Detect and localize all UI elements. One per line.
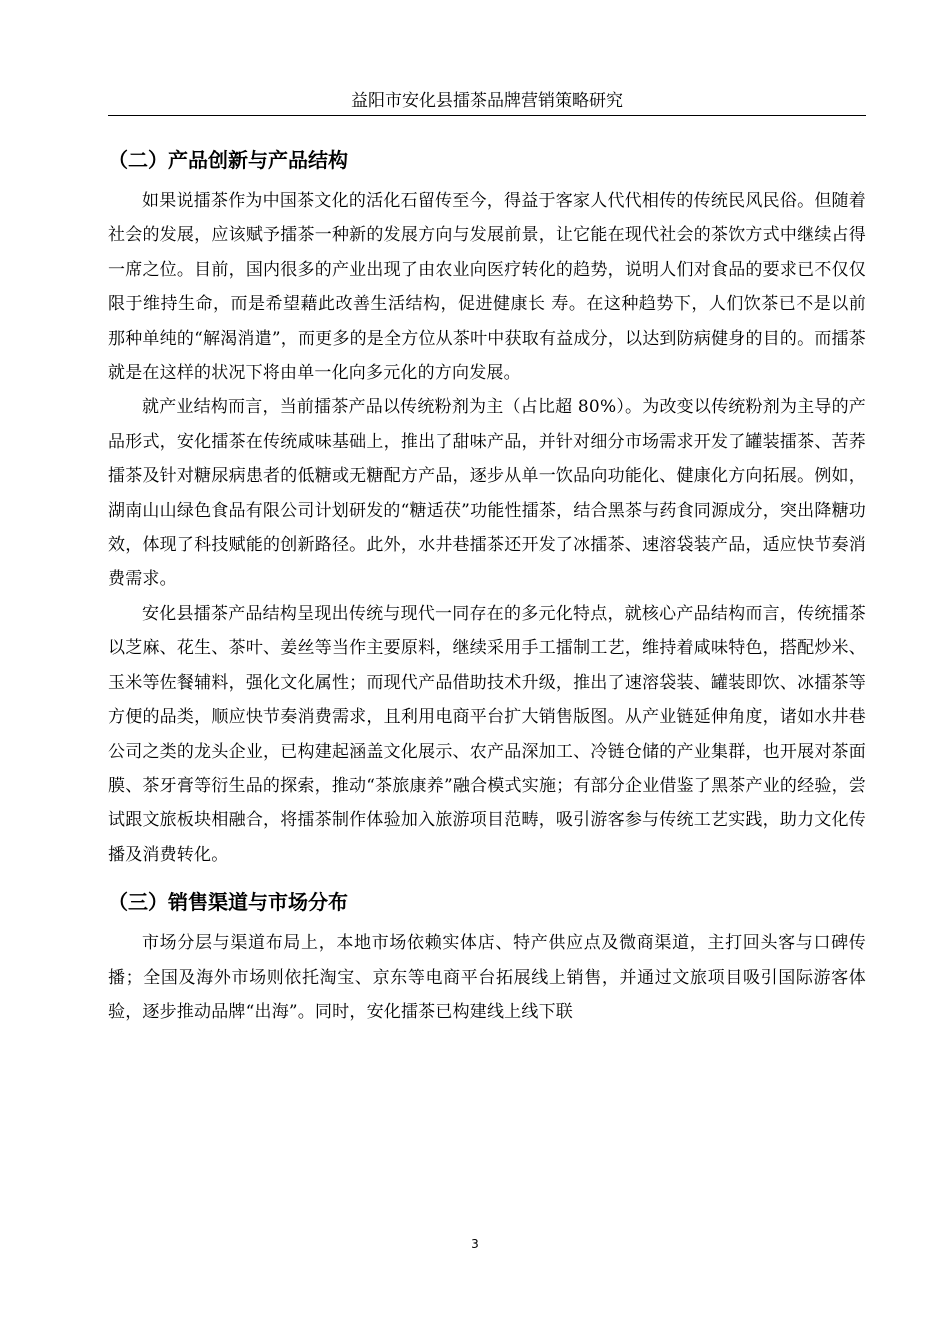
section-heading-product-innovation: （二）产品创新与产品结构 [108, 148, 348, 172]
paragraph: 市场分层与渠道布局上，本地市场依赖实体店、特产供应点及微商渠道，主打回头客与口碑传播；全国及海外市场则依托淘宝、京东等电商平台拓展线上销售，并通过文旅项目吸引国际游客体验，逐步推动品牌“出海”。同时，安化擂茶已构建线上线下联 [108, 933, 866, 1022]
section-heading-sales-channels: （三）销售渠道与市场分布 [108, 890, 348, 915]
paragraph: 就产业结构而言，当前擂茶产品以传统粉剂为主（占比超 80%）。为改变以传统粉剂为主导的产品形式，安化擂茶在传统咸味基础上，推出了甜味产品，并针对细分市场需求开发了罐装擂茶、苦荞擂茶及针对糖尿病患者的低糖或无糖配方产品，逐步从单一饮品向功能化、健康化方向拓展。例如，湖南山山绿色食品有限公司计划研发的“糖适茯”功能性擂茶，结合黑茶与药食同源成分，突出降糖功效，体现了科技赋能的创新路径。此外，水井巷擂茶还开发了冰擂茶、速溶袋装产品，适应快节奏消费需求。 [108, 397, 866, 590]
page-body [108, 140, 866, 1029]
header-rule [108, 115, 866, 116]
running-header: 益阳市安化县擂茶品牌营销策略研究 [351, 91, 623, 111]
paragraph: 安化县擂茶产品结构呈现出传统与现代一同存在的多元化特点，就核心产品结构而言，传统擂茶以芝麻、花生、茶叶、姜丝等当作主要原料，继续采用手工擂制工艺，维持着咸味特色，搭配炒米、玉米等佐餐辅料，强化文化属性；而现代产品借助技术升级，推出了速溶袋装、罐装即饮、冰擂茶等方便的品类，顺应快节奏消费需求，且利用电商平台扩大销售版图。从产业链延伸角度，诸如水井巷公司之类的龙头企业，已构建起涵盖文化展示、农产品深加工、冷链仓储的产业集群，也开展对茶面膜、茶牙膏等衍生品的探索，推动“茶旅康养”融合模式实施；有部分企业借鉴了黑茶产业的经验，尝试跟文旅板块相融合，将擂茶制作体验加入旅游项目范畴，吸引游客参与传统工艺实践，助力文化传播及消费转化。 [108, 603, 866, 865]
page-number: 3 [471, 1237, 479, 1251]
paragraph: 如果说擂茶作为中国茶文化的活化石留传至今，得益于客家人代代相传的传统民风民俗。但随着社会的发展，应该赋予擂茶一种新的发展方向与发展前景，让它能在现代社会的茶饮方式中继续占得一席之位。目前，国内很多的产业出现了由农业向医疗转化的趋势，说明人们对食品的要求已不仅仅限于维持生命，而是希望藉此改善生活结构，促进健康长 寿。在这种趋势下，人们饮茶已不是以前那种单纯的“解渴消遣”，而更多的是全方位从茶叶中获取有益成分，以达到防病健身的目的。而擂茶就是在这样的状况下将由单一化向多元化的方向发展。 [108, 191, 866, 384]
